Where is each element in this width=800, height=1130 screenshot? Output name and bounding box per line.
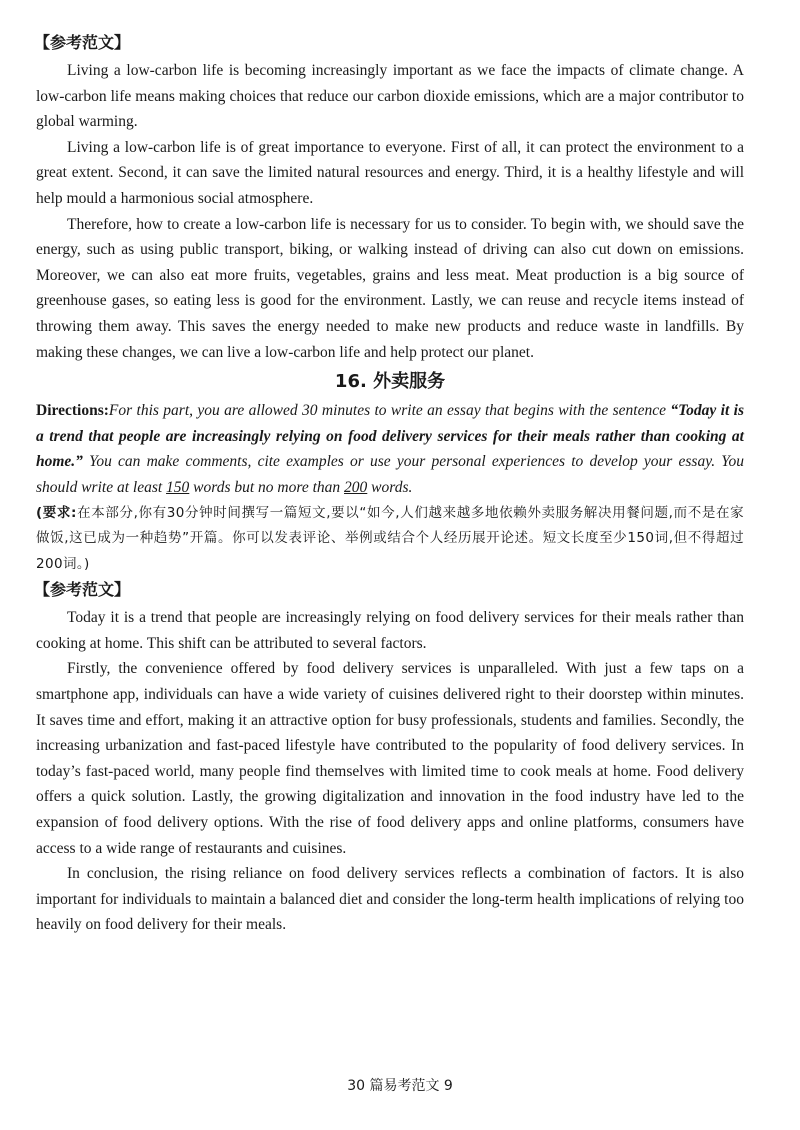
directions-text: words. xyxy=(367,478,413,496)
directions-text: words but no more than xyxy=(189,478,345,496)
min-words: 150 xyxy=(166,478,190,496)
max-words: 200 xyxy=(344,478,368,496)
sample-essay-label-2: 【参考范文】 xyxy=(34,580,131,600)
directions-text: You can make comments, cite examples or use your personal experiences to develop your essay. You should write at least xyxy=(36,453,744,496)
directions-quote: “Today it is a trend that people are increasingly relying on food delivery services for their meals rather than cooking at home.” xyxy=(36,402,744,471)
essay2-paragraph: Firstly, the convenience offered by food delivery services is unparalleled. With just a few taps on a smartphone app, individuals can have a wide variety of cuisines delivered right to their doorstep within minutes. It saves time and effort, making it an attractive option for busy professionals, students and families. Secondly, the increasing urbanization and fast-paced lifestyle have contributed to the popularity of food delivery services. In today’s fast-paced world, many people find themselves with limited time to cook meals at home. Food delivery offers a quick solution. Lastly, the growing digitalization and innovation in the food industry have led to the expansion of food delivery options. With the rise of food delivery apps and online platforms, consumers have access to a wide range of restaurants and cuisines. xyxy=(36,660,744,857)
sample-essay-label-1: 【参考范文】 xyxy=(34,33,131,52)
directions xyxy=(36,398,744,500)
directions-text: For this part, you are allowed 30 minutes to write an essay that begins with the sentence xyxy=(108,402,671,420)
requirement-text: 在本部分,你有30分钟时间撰写一篇短文,要以“如今,人们越来越多地依赖外卖服务解决用餐问题,而不是在家做饭,这已成为一种趋势”开篇。你可以发表评论、举例或结合个人经历展开论述。短文长度至少150词,但不得超过200词。) xyxy=(36,504,744,572)
page-content xyxy=(36,30,744,938)
requirement-label: (要求: xyxy=(36,504,77,521)
essay1-paragraph: Living a low-carbon life is of great importance to everyone. First of all, it can protect the environment to a great extent. Second, it can save the limited natural resources and energy. Third, it is a healthy lifestyle and will help mould a harmonious social atmosphere. xyxy=(36,138,744,207)
section-title: 16. 外卖服务 xyxy=(334,371,446,393)
essay1-paragraph: Living a low-carbon life is becoming increasingly important as we face the impacts of climate change. A low-carbon life means making choices that reduce our carbon dioxide emissions, which are a major contributor to global warming. xyxy=(36,62,744,131)
directions-label: Directions: xyxy=(36,402,109,420)
essay1-paragraph: Therefore, how to create a low-carbon life is necessary for us to consider. To begin with, we should save the energy, such as using public transport, biking, or walking instead of driving can also cut down on emissions. Moreover, we can also eat more fruits, vegetables, grains and less meat. Meat production is a big source of greenhouse gases, so eating less is good for the environment. Lastly, we can reuse and recycle items instead of throwing them away. This saves the energy needed to make new products and reduce waste in landfills. By making these changes, we can live a low-carbon life and help protect our planet. xyxy=(36,215,744,361)
page-footer: 30 篇易考范文 9 xyxy=(347,1078,453,1094)
requirement xyxy=(36,501,744,578)
essay2-paragraph: Today it is a trend that people are increasingly relying on food delivery services for their meals rather than cooking at home. This shift can be attributed to several factors. xyxy=(36,609,744,652)
essay2-paragraph: In conclusion, the rising reliance on food delivery services reflects a combination of factors. It is also important for individuals to maintain a balanced diet and consider the long-term health implications of relying too heavily on food delivery for their meals. xyxy=(36,865,744,934)
